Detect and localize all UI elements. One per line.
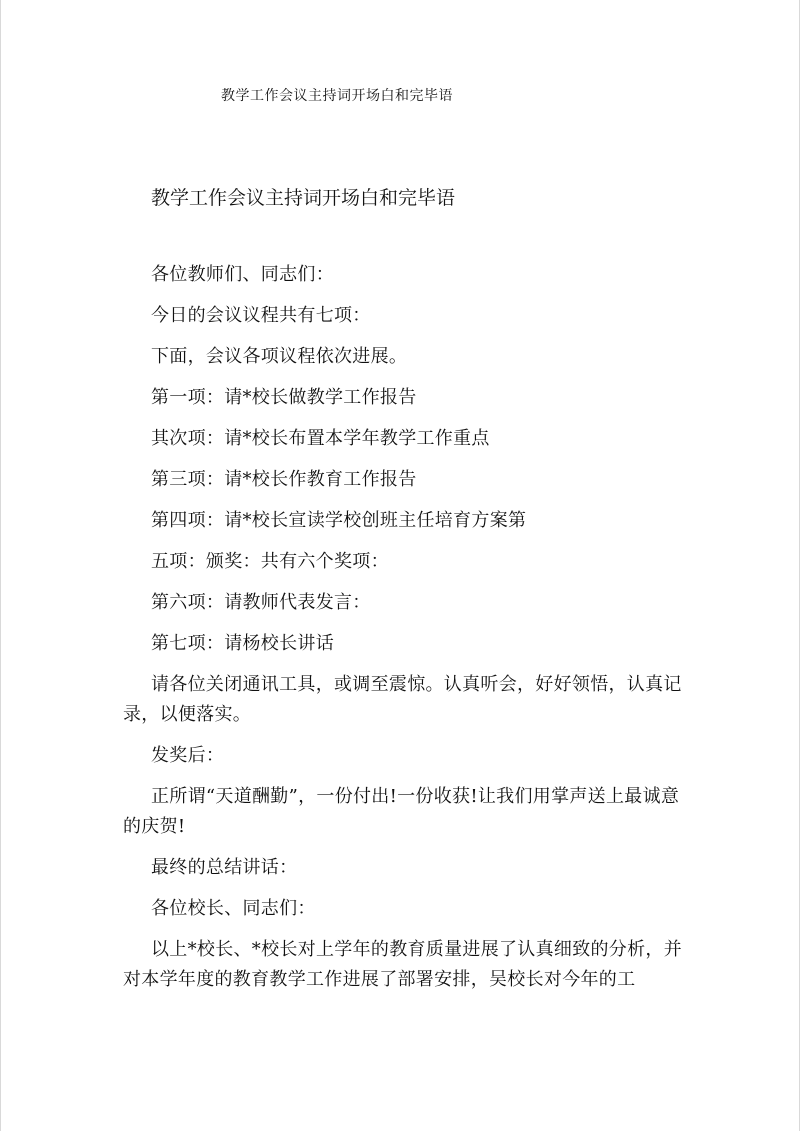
paragraph: 其次项：请*校长布置本学年教学工作重点	[151, 428, 490, 449]
document-body	[123, 184, 683, 1006]
paragraph: 今日的会议议程共有七项：	[151, 305, 371, 326]
paragraph: 正所谓“天道酬勤”，一份付出!一份收获!让我们用掌声送上最诚意的庆贺!	[123, 786, 680, 837]
paragraph: 发奖后：	[151, 745, 225, 766]
paragraph: 各位校长、同志们：	[151, 898, 316, 919]
paragraph: 各位教师们、同志们：	[151, 264, 334, 285]
paragraph: 以上*校长、*校长对上学年的教育质量进展了认真细致的分析，并对本学年度的教育教学工作进展了部署安排，吴校长对今年的工	[123, 939, 682, 990]
paragraph: 第六项：请教师代表发言：	[151, 592, 371, 613]
paragraph: 最终的总结讲话：	[151, 857, 298, 878]
paragraph: 第四项：请*校长宣读学校创班主任培育方案第	[151, 510, 527, 531]
document-title: 教学工作会议主持词开场白和完毕语	[151, 187, 456, 209]
paragraph: 请各位关闭通讯工具，或调至震惊。认真听会，好好领悟，认真记录，以便落实。	[123, 674, 682, 725]
paragraph-list	[123, 260, 683, 995]
paragraph: 五项：颁奖：共有六个奖项：	[151, 551, 389, 572]
paragraph: 第三项：请*校长作教育工作报告	[151, 469, 417, 490]
paragraph: 第七项：请杨校长讲话	[151, 633, 334, 654]
running-header-title: 教学工作会议主持词开场白和完毕语	[221, 88, 453, 104]
paragraph: 第一项：请*校长做教学工作报告	[151, 387, 417, 408]
paragraph: 下面，会议各项议程依次进展。	[151, 346, 408, 367]
